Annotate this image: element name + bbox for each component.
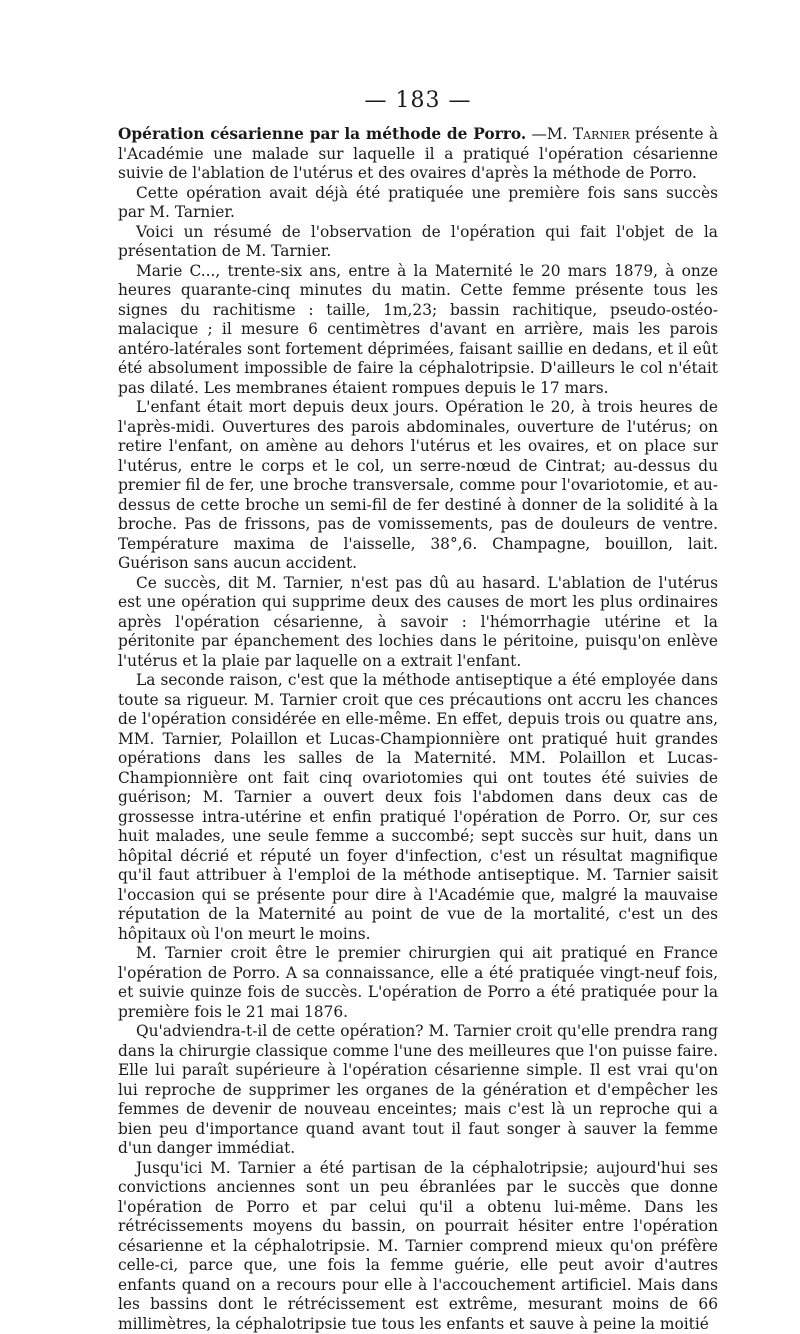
page-number: — 183 — <box>118 88 718 113</box>
author-name: Tarnier <box>573 125 630 143</box>
intro-dash: —M. <box>526 125 573 143</box>
article-body <box>118 125 718 1334</box>
paragraph: Voici un résumé de l'observation de l'opération qui fait l'objet de la présentation de M. Tarnier. <box>118 223 718 262</box>
paragraph: Jusqu'ici M. Tarnier a été partisan de la céphalotripsie; aujourd'hui ses convictions anciennes sont un peu ébranlées par le succès que donne l'opération de Porro et par celui qu'il a obtenu lui-même. Dans les rétrécissements moyens du bassin, on pourrait hésiter entre l'opération césarienne et la céphalotripsie. M. Tarnier comprend mieux qu'on préfère celle-ci, parce que, une fois la femme guérie, elle peut avoir d'autres enfants quand on a recours pour elle à l'accouchement artificiel. Mais dans les bassins dont le rétrécissement est extrême, mesurant moins de 66 millimètres, la céphalotripsie tue tous les enfants et sauve à peine la moitié <box>118 1159 718 1334</box>
intro-text: présente à l'Académie une malade sur laquelle il a pratiqué l'opération césarienne suivie de l'ablation de l'utérus et des ovaires d'après la méthode de Porro. <box>118 125 718 182</box>
paragraph: M. Tarnier croit être le premier chirurgien qui ait pratiqué en France l'opération de Porro. A sa connaissance, elle a été pratiquée vingt-neuf fois, et suivie quinze fois de succès. L'opération de Porro a été pratiquée pour la première fois le 21 mai 1876. <box>118 944 718 1022</box>
paragraph: Qu'adviendra-t-il de cette opération? M. Tarnier croit qu'elle prendra rang dans la chirurgie classique comme l'une des meilleures que l'on puisse faire. Elle lui paraît supérieure à l'opération césarienne simple. Il est vrai qu'on lui reproche de supprimer les organes de la génération et d'empêcher les femmes de devenir de nouveau enceintes; mais c'est là un reproche qui a bien peu d'importance quand avant tout il faut songer à sauver la femme d'un danger immédiat. <box>118 1022 718 1159</box>
paragraph: Marie C..., trente-six ans, entre à la Maternité le 20 mars 1879, à onze heures quarante-cinq minutes du matin. Cette femme présente tous les signes du rachitisme : taille, 1m,23; bassin rachitique, pseudo-ostéo-malacique ; il mesure 6 centimètres d'avant en arrière, mais les parois antéro-latérales sont fortement déprimées, faisant saillie en dedans, et il eût été absolument impossible de faire la céphalotripsie. D'ailleurs le col n'était pas dilaté. Les membranes étaient rompues depuis le 17 mars. <box>118 262 718 399</box>
paragraph: L'enfant était mort depuis deux jours. Opération le 20, à trois heures de l'après-midi. Ouvertures des parois abdominales, ouverture de l'utérus; on retire l'enfant, on amène au dehors l'utérus et les ovaires, et on place sur l'utérus, entre le corps et le col, un serre-nœud de Cintrat; au-dessus du premier fil de fer, une broche transversale, comme pour l'ovariotomie, et au-dessus de cette broche un semi-fil de fer destiné à donner de la solidité à la broche. Pas de frissons, pas de vomissements, pas de douleurs de ventre. Température maxima de l'aisselle, 38°,6. Champagne, bouillon, lait. Guérison sans aucun accident. <box>118 398 718 574</box>
paragraph-intro <box>118 125 718 184</box>
paragraph: Cette opération avait déjà été pratiquée une première fois sans succès par M. Tarnier. <box>118 184 718 223</box>
section-heading: Opération césarienne par la méthode de Porro. <box>118 125 526 143</box>
paragraph: Ce succès, dit M. Tarnier, n'est pas dû au hasard. L'ablation de l'utérus est une opération qui supprime deux des causes de mort les plus ordinaires après l'opération césarienne, à savoir : l'hémorrhagie utérine et la péritonite par épanchement des lochies dans le péritoine, puisqu'on enlève l'utérus et la plaie par laquelle on a extrait l'enfant. <box>118 574 718 672</box>
paragraph: La seconde raison, c'est que la méthode antiseptique a été employée dans toute sa rigueur. M. Tarnier croit que ces précautions ont accru les chances de l'opération considérée en elle-même. En effet, depuis trois ou quatre ans, MM. Tarnier, Polaillon et Lucas-Championnière ont pratiqué huit grandes opérations dans les salles de la Maternité. MM. Polaillon et Lucas-Championnière ont fait cinq ovariotomies qui ont toutes été suivies de guérison; M. Tarnier a ouvert deux fois l'abdomen dans deux cas de grossesse intra-utérine et enfin pratiqué l'opération de Porro. Or, sur ces huit malades, une seule femme a succombé; sept succès sur huit, dans un hôpital décrié et réputé un foyer d'infection, c'est un résultat magnifique qu'il faut attribuer à l'emploi de la méthode antiseptique. M. Tarnier saisit l'occasion qui se présente pour dire à l'Académie que, malgré la mauvaise réputation de la Maternité au point de vue de la mortalité, c'est un des hôpitaux où l'on meurt le moins. <box>118 671 718 944</box>
